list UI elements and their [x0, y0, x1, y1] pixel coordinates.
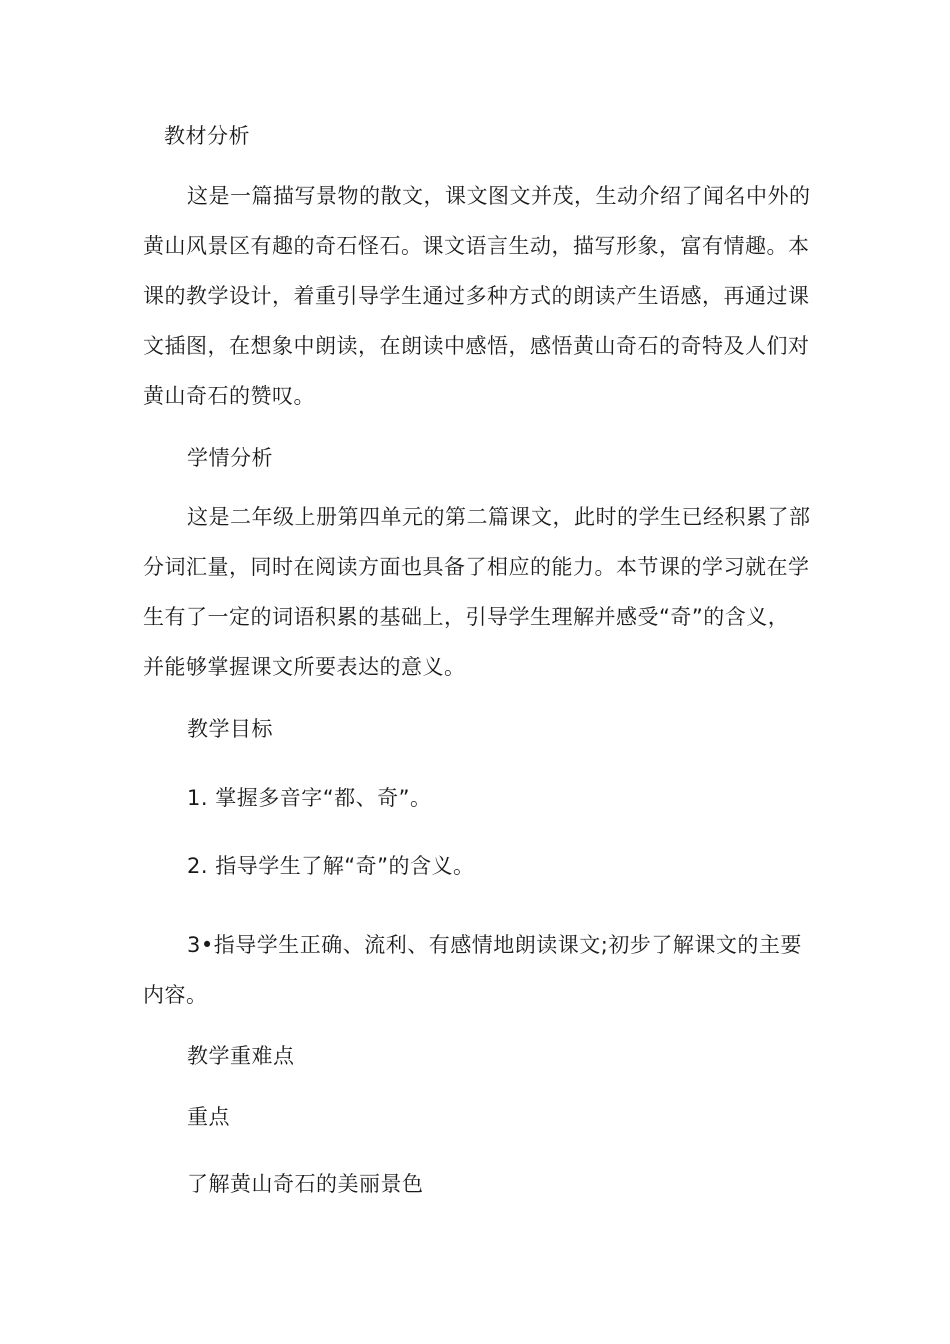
material-paragraph-line: 黄山风景区有趣的奇石怪石。课文语言生动，描写形象，富有情趣。本 — [143, 234, 810, 258]
students-paragraph-line: 分词汇量，同时在阅读方面也具备了相应的能力。本节课的学习就在学 — [143, 555, 810, 579]
students-paragraph-line: 这是二年级上册第四单元的第二篇课文，此时的学生已经积累了部 — [187, 505, 811, 529]
goal-item-2: 2. 指导学生了解“奇”的含义。 — [187, 854, 475, 878]
heading-key-difficult-points: 教学重难点 — [187, 1044, 295, 1068]
focus-text: 了解黄山奇石的美丽景色 — [187, 1172, 424, 1196]
heading-teaching-goals: 教学目标 — [187, 717, 273, 741]
goal-item-3-line: 3•指导学生正确、流利、有感情地朗读课文;初步了解课文的主要 — [187, 933, 802, 957]
goal-item-1: 1. 掌握多音字“都、奇”。 — [187, 786, 432, 810]
heading-student-analysis: 学情分析 — [187, 446, 273, 470]
material-paragraph-line: 文插图，在想象中朗读，在朗读中感悟，感悟黄山奇石的奇特及人们对 — [143, 334, 810, 358]
material-paragraph-line: 这是一篇描写景物的散文，课文图文并茂，生动介绍了闻名中外的 — [187, 184, 811, 208]
material-paragraph-line: 黄山奇石的赞叹。 — [143, 384, 315, 408]
goal-item-3-line: 内容。 — [143, 983, 208, 1007]
heading-focus: 重点 — [187, 1105, 230, 1129]
material-paragraph-line: 课的教学设计，着重引导学生通过多种方式的朗读产生语感，再通过课 — [143, 284, 810, 308]
students-paragraph-line: 并能够掌握课文所要表达的意义。 — [143, 655, 466, 679]
heading-material-analysis: 教材分析 — [164, 124, 250, 148]
students-paragraph-line: 生有了一定的词语积累的基础上，引导学生理解并感受“奇”的含义， — [143, 605, 790, 629]
